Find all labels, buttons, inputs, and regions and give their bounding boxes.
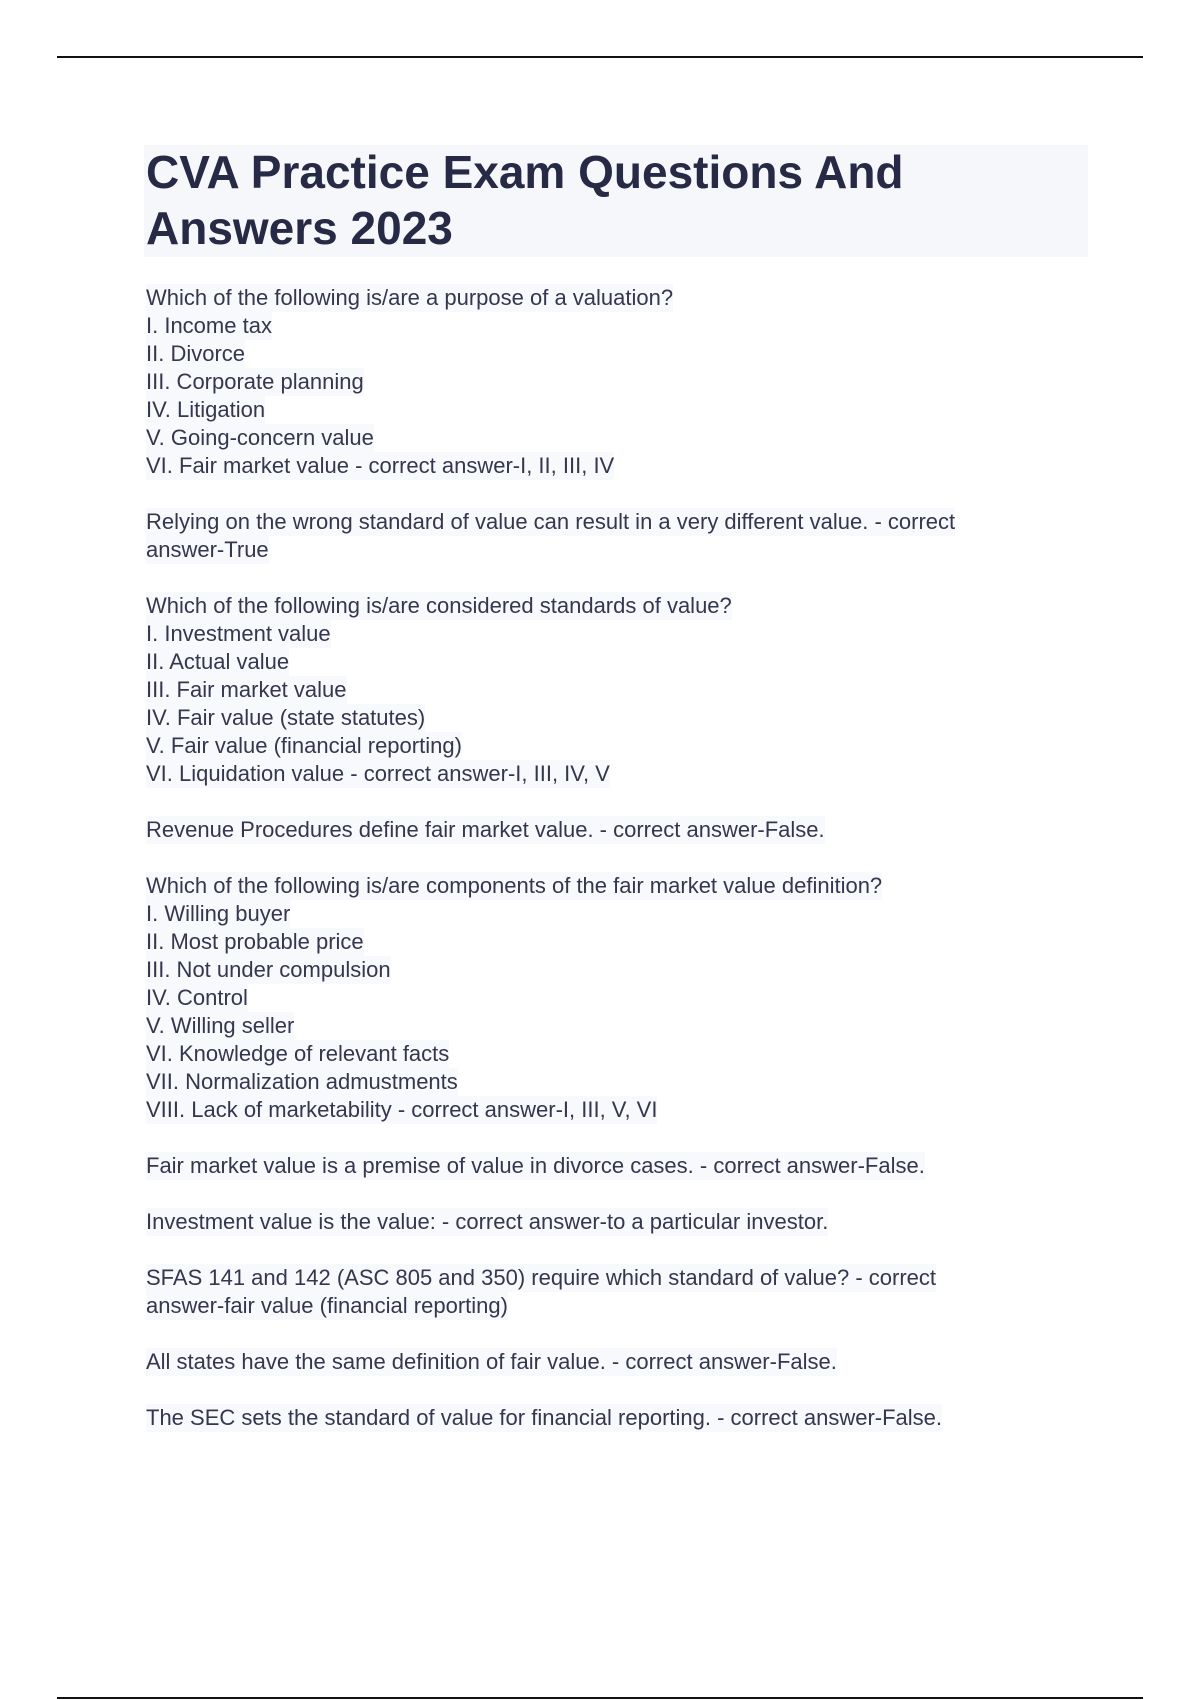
question-line: Which of the following is/are components of the fair market value definition? bbox=[146, 873, 883, 898]
question-answer-line: All states have the same definition of fair value. - correct answer-False. bbox=[146, 1349, 837, 1374]
qa-item bbox=[146, 1348, 1066, 1376]
answer-line: VI. Liquidation value - correct answer-I, III, IV, V bbox=[146, 761, 610, 786]
option-line: IV. Litigation bbox=[146, 397, 266, 422]
qa-item bbox=[146, 284, 1066, 480]
qa-item bbox=[146, 592, 1066, 788]
option-line: VII. Normalization admustments bbox=[146, 1069, 458, 1094]
bottom-rule bbox=[57, 1697, 1143, 1699]
option-line: II. Most probable price bbox=[146, 929, 364, 954]
option-line: IV. Control bbox=[146, 985, 248, 1010]
option-line: III. Corporate planning bbox=[146, 369, 364, 394]
qa-item bbox=[146, 872, 1066, 1124]
option-line: III. Not under compulsion bbox=[146, 957, 391, 982]
option-line: V. Going-concern value bbox=[146, 425, 374, 450]
question-line: SFAS 141 and 142 (ASC 805 and 350) require which standard of value? - correct bbox=[146, 1265, 937, 1290]
option-line: III. Fair market value bbox=[146, 677, 347, 702]
qa-item bbox=[146, 1264, 1066, 1320]
answer-line: VI. Fair market value - correct answer-I, II, III, IV bbox=[146, 453, 615, 478]
option-line: V. Willing seller bbox=[146, 1013, 295, 1038]
qa-item bbox=[146, 1208, 1066, 1236]
answer-line: answer-fair value (financial reporting) bbox=[146, 1293, 508, 1318]
question-answer-line: Investment value is the value: - correct answer-to a particular investor. bbox=[146, 1209, 829, 1234]
qa-item bbox=[146, 1404, 1066, 1432]
option-line: VI. Knowledge of relevant facts bbox=[146, 1041, 450, 1066]
option-line: II. Actual value bbox=[146, 649, 290, 674]
option-line: II. Divorce bbox=[146, 341, 246, 366]
option-line: I. Willing buyer bbox=[146, 901, 291, 926]
question-answer-line: The SEC sets the standard of value for financial reporting. - correct answer-False. bbox=[146, 1405, 943, 1430]
document-title: CVA Practice Exam Questions And Answers 2023 bbox=[146, 146, 904, 254]
question-answer-line: Fair market value is a premise of value in divorce cases. - correct answer-False. bbox=[146, 1153, 925, 1178]
qa-item bbox=[146, 816, 1066, 844]
option-line: I. Income tax bbox=[146, 313, 272, 338]
qa-item bbox=[146, 508, 1066, 564]
question-answer-line: Revenue Procedures define fair market value. - correct answer-False. bbox=[146, 817, 825, 842]
option-line: IV. Fair value (state statutes) bbox=[146, 705, 426, 730]
option-line: V. Fair value (financial reporting) bbox=[146, 733, 462, 758]
question-line: Relying on the wrong standard of value can result in a very different value. - correct bbox=[146, 509, 956, 534]
qa-content bbox=[146, 284, 1066, 1460]
qa-item bbox=[146, 1152, 1066, 1180]
question-line: Which of the following is/are considered standards of value? bbox=[146, 593, 732, 618]
question-line: Which of the following is/are a purpose of a valuation? bbox=[146, 285, 674, 310]
top-rule bbox=[57, 56, 1143, 58]
answer-line: VIII. Lack of marketability - correct answer-I, III, V, VI bbox=[146, 1097, 658, 1122]
answer-line: answer-True bbox=[146, 537, 269, 562]
option-line: I. Investment value bbox=[146, 621, 331, 646]
